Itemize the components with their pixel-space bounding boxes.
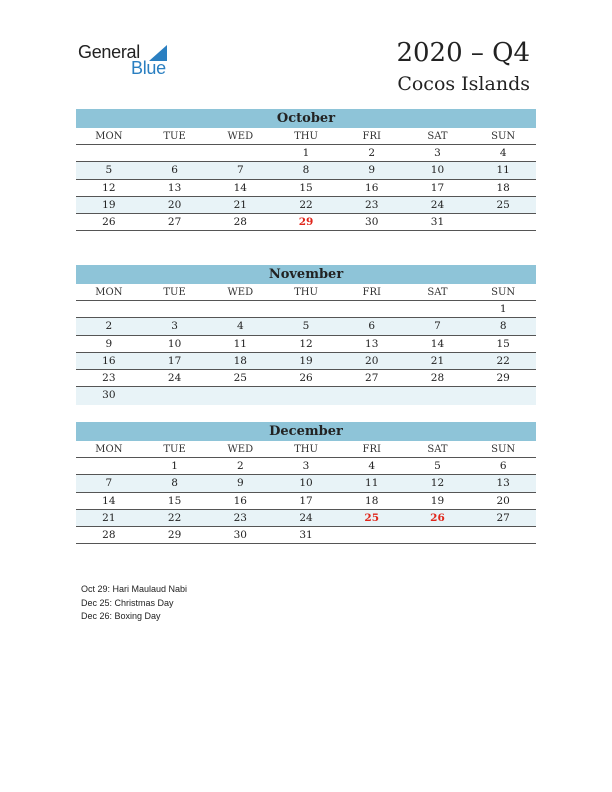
day-cell: 13 (365, 337, 379, 350)
week-row (76, 458, 536, 475)
day-cell (76, 458, 142, 474)
week-row (76, 493, 536, 510)
day-cell: 16 (102, 354, 116, 367)
day-cell: 1 (171, 460, 178, 472)
day-cell (207, 387, 273, 404)
holiday-notes (81, 583, 187, 624)
day-cell (76, 301, 142, 317)
day-cell: 6 (171, 164, 178, 177)
day-cell (76, 145, 142, 161)
day-cell: 28 (102, 529, 116, 542)
day-cell (142, 301, 208, 317)
day-cell: 24 (167, 372, 182, 385)
day-cell: 18 (365, 494, 379, 507)
week-row (76, 475, 536, 492)
month-header: December (76, 422, 536, 441)
generalblue-logo (78, 42, 178, 78)
day-cell: 29 (298, 216, 314, 229)
day-cell: 27 (167, 216, 182, 229)
day-cell: 26 (430, 511, 445, 524)
day-cell: 8 (302, 164, 310, 177)
weekday-label: WED (227, 444, 254, 455)
day-cell: 5 (302, 320, 310, 333)
day-cell: 3 (434, 147, 441, 159)
day-cell: 24 (299, 511, 313, 524)
day-cell: 20 (496, 494, 510, 507)
day-cell: 10 (430, 164, 445, 177)
month-calendar-october (76, 109, 536, 231)
weekday-label: THU (294, 444, 318, 455)
day-cell: 17 (299, 494, 313, 507)
day-cell: 9 (236, 477, 244, 490)
weekday-label: SAT (427, 287, 448, 298)
day-cell (273, 301, 339, 317)
day-cell: 23 (102, 372, 116, 385)
weekday-label: MON (95, 131, 123, 142)
weekday-header-row (76, 128, 536, 145)
day-cell: 14 (102, 494, 116, 507)
day-cell (273, 387, 339, 404)
day-cell (207, 145, 273, 161)
day-cell: 27 (365, 372, 379, 385)
weekday-header-row (76, 441, 536, 458)
day-cell: 23 (365, 198, 379, 211)
day-cell: 25 (233, 372, 247, 385)
day-cell: 8 (499, 320, 507, 333)
holiday-note: Oct 29: Hari Maulaud Nabi (81, 584, 188, 594)
day-cell: 30 (233, 529, 247, 542)
day-cell: 1 (302, 147, 310, 159)
month-header: November (76, 265, 536, 284)
weekday-label: SAT (427, 444, 448, 455)
day-cell: 23 (233, 511, 247, 524)
day-cell: 7 (236, 164, 244, 177)
week-row (76, 318, 536, 335)
day-cell: 9 (105, 337, 113, 350)
weekday-label: SUN (491, 131, 516, 142)
day-cell: 14 (430, 337, 445, 350)
day-cell: 9 (368, 164, 376, 177)
day-cell: 15 (167, 494, 182, 507)
day-cell: 22 (167, 511, 182, 524)
day-cell: 30 (365, 216, 379, 229)
day-cell: 12 (430, 477, 445, 490)
weekday-label: TUE (163, 287, 186, 298)
day-cell: 11 (233, 337, 247, 350)
weekday-label: SAT (427, 131, 448, 142)
day-cell: 28 (233, 216, 247, 229)
day-cell: 19 (102, 198, 116, 211)
day-cell (339, 301, 405, 317)
weekday-label: MON (95, 444, 123, 455)
day-cell: 10 (299, 477, 313, 490)
day-cell: 18 (496, 181, 510, 194)
day-cell: 2 (368, 147, 376, 159)
day-cell: 14 (233, 181, 247, 194)
day-cell: 6 (368, 320, 376, 333)
weekday-label: FRI (362, 444, 381, 455)
day-cell: 3 (302, 460, 310, 472)
week-row (76, 214, 536, 231)
day-cell: 10 (167, 337, 182, 350)
day-cell: 12 (102, 181, 116, 194)
day-cell: 1 (499, 303, 507, 315)
weekday-label: THU (294, 131, 318, 142)
week-row (76, 387, 536, 404)
weekday-label: SUN (491, 287, 516, 298)
week-row (76, 527, 536, 544)
holiday-note: Dec 26: Boxing Day (81, 611, 161, 621)
day-cell: 6 (499, 460, 507, 472)
day-cell: 20 (167, 198, 182, 211)
day-cell (405, 301, 471, 317)
day-cell: 22 (496, 354, 510, 367)
day-cell: 16 (233, 494, 247, 507)
week-row (76, 301, 536, 318)
day-cell: 29 (496, 372, 510, 385)
weekday-label: FRI (362, 287, 381, 298)
weekday-label: TUE (163, 131, 186, 142)
day-cell: 4 (368, 460, 376, 472)
day-cell: 2 (105, 320, 113, 333)
month-header: October (76, 109, 536, 128)
day-cell (405, 387, 471, 404)
day-cell: 15 (299, 181, 313, 194)
day-cell: 12 (299, 337, 313, 350)
day-cell (470, 214, 536, 230)
day-cell (470, 387, 536, 404)
day-cell (142, 145, 208, 161)
day-cell: 5 (105, 164, 113, 177)
weekday-label: TUE (163, 444, 186, 455)
day-cell: 21 (233, 198, 247, 211)
month-calendar-december (76, 422, 536, 544)
week-row (76, 510, 536, 527)
day-cell (405, 527, 471, 543)
page-subtitle: Cocos Islands (397, 73, 530, 95)
day-cell: 31 (430, 216, 445, 229)
day-cell: 4 (236, 320, 244, 333)
day-cell: 27 (496, 511, 510, 524)
weekday-label: THU (294, 287, 318, 298)
day-cell: 3 (171, 320, 178, 333)
week-row (76, 197, 536, 214)
day-cell (339, 527, 405, 543)
day-cell: 31 (299, 529, 313, 542)
week-row (76, 353, 536, 370)
day-cell (142, 387, 208, 404)
day-cell: 11 (496, 164, 510, 177)
day-cell: 20 (365, 354, 379, 367)
day-cell: 11 (365, 477, 379, 490)
weekday-label: FRI (362, 131, 381, 142)
logo-word-blue: Blue (131, 58, 166, 78)
day-cell (207, 301, 273, 317)
week-row (76, 370, 536, 387)
weekday-label: WED (227, 131, 254, 142)
day-cell: 19 (430, 494, 445, 507)
day-cell: 26 (299, 372, 313, 385)
day-cell: 29 (167, 529, 182, 542)
day-cell: 28 (430, 372, 445, 385)
day-cell: 2 (236, 460, 244, 472)
holiday-note: Dec 25: Christmas Day (81, 597, 174, 608)
week-row (76, 162, 536, 179)
week-row (76, 145, 536, 162)
day-cell: 19 (299, 354, 313, 367)
day-cell: 21 (102, 511, 116, 524)
day-cell: 17 (167, 354, 182, 367)
day-cell: 4 (499, 147, 507, 159)
month-calendar-november (76, 265, 536, 405)
day-cell: 22 (299, 198, 313, 211)
day-cell: 15 (496, 337, 510, 350)
day-cell: 25 (496, 198, 510, 211)
logo-word-general: General (78, 42, 140, 62)
weekday-label: WED (227, 287, 254, 298)
day-cell: 17 (430, 181, 445, 194)
day-cell: 25 (364, 511, 380, 524)
day-cell: 30 (102, 389, 116, 402)
day-cell: 18 (233, 354, 247, 367)
day-cell: 7 (434, 320, 441, 333)
day-cell: 7 (105, 477, 113, 490)
day-cell: 21 (430, 354, 445, 367)
day-cell: 16 (365, 181, 379, 194)
day-cell: 13 (167, 181, 182, 194)
day-cell: 13 (496, 477, 510, 490)
week-row (76, 180, 536, 197)
day-cell: 24 (430, 198, 445, 211)
weekday-label: MON (95, 287, 123, 298)
weekday-label: SUN (491, 444, 516, 455)
week-row (76, 336, 536, 353)
page-title: 2020 – Q4 (396, 38, 530, 68)
day-cell: 26 (102, 216, 116, 229)
day-cell (470, 527, 536, 543)
day-cell: 8 (171, 477, 178, 490)
day-cell (339, 387, 405, 404)
weekday-header-row (76, 284, 536, 301)
day-cell: 5 (434, 460, 441, 472)
